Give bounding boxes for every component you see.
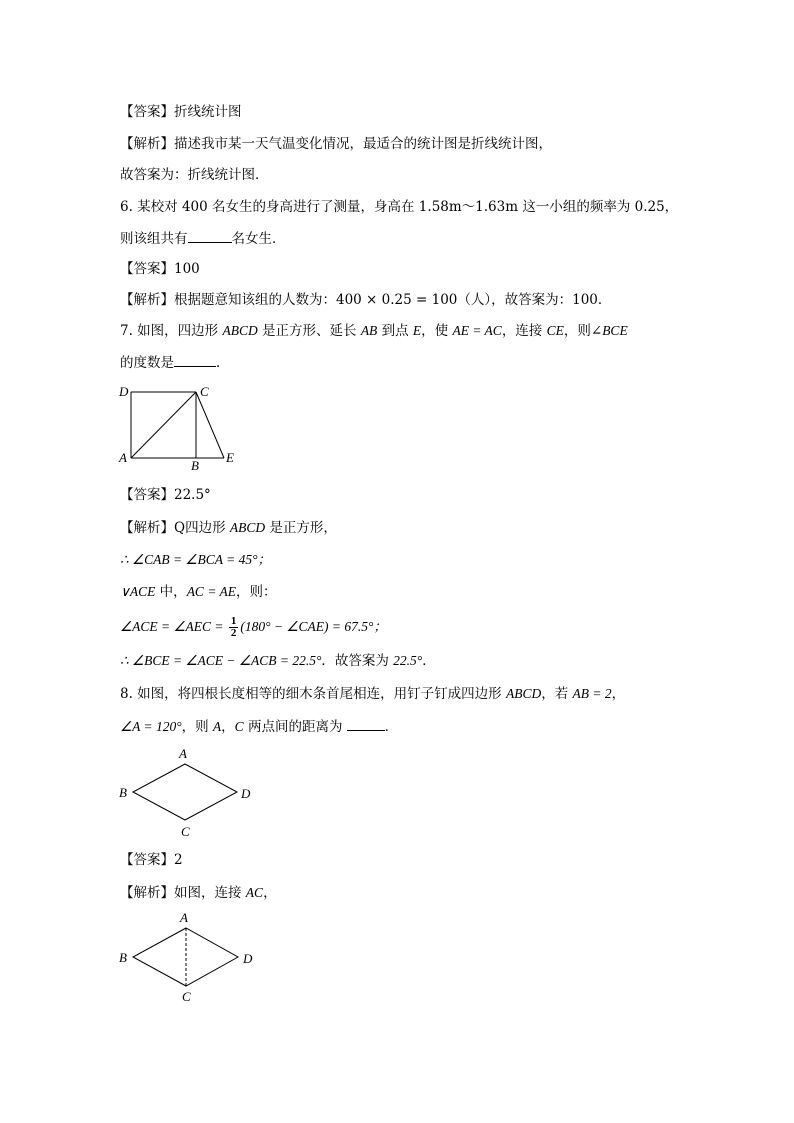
square-figure — [116, 380, 246, 475]
rhombus-figure — [115, 742, 265, 840]
label-D: D — [243, 951, 253, 966]
solution-7-line-2: ∴ ∠CAB = ∠BCA = 45°； — [120, 552, 272, 567]
label-D: D — [241, 786, 251, 801]
solution-7-line-5: ∴ ∠BCE = ∠ACE − ∠ACB = 22.5°．故答案为 22.5°． — [120, 653, 436, 669]
solution-7-line-4: ∠ACE = ∠AEC = $\frac{1}{2}$ (180° − ∠CAE) = 67.5°； — [120, 615, 387, 640]
label-B: B — [119, 950, 127, 965]
solution-7-line-3: ∨ACE 中，AC = AE，则： — [120, 584, 277, 600]
label-D: D — [119, 384, 129, 399]
label-E: E — [226, 450, 234, 465]
label-A: A — [119, 450, 127, 465]
question-6-line-2: 则该组共有 名女生． — [120, 228, 286, 249]
solution-line-5: 【解析】描述我市某一天气温变化情况，最适合的统计图是折线统计图， — [120, 136, 552, 152]
solution-conclusion-5: 故答案为：折线统计图． — [120, 167, 269, 183]
question-8-line-1: 8. 如图，将四根长度相等的细木条首尾相连，用钉子钉成四边形 ABCD，若 AB = 2， — [120, 686, 626, 702]
solution-8-line-1: 【解析】如图，连接 AC， — [120, 885, 277, 901]
answer-blank — [174, 352, 216, 367]
rhombus-figure-with-diagonal — [115, 906, 265, 1004]
answer-line-8: 【答案】2 — [120, 852, 183, 868]
label-A: A — [180, 910, 188, 925]
solution-line-6: 【解析】根据题意知该组的人数为：400 × 0.25 = 100（人），故答案为：100． — [120, 292, 612, 308]
question-7-line-1: 7. 如图，四边形 ABCD 是正方形、延长 AB 到点 E，使 AE = AC，连接 CE，则∠BCE — [120, 323, 628, 339]
label-B: B — [119, 785, 127, 800]
question-7-line-2: 的度数是 ． — [120, 352, 230, 373]
label-B: B — [191, 458, 199, 473]
answer-line-5: 【答案】折线统计图 — [120, 104, 242, 120]
solution-7-line-1: 【解析】Q四边形 ABCD 是正方形， — [120, 520, 337, 536]
label-C: C — [200, 384, 209, 399]
answer-blank — [188, 228, 232, 243]
answer-line-7: 【答案】22.5° — [120, 487, 211, 503]
label-C: C — [182, 989, 191, 1004]
fraction-one-half: $\frac{1}{2}$ — [230, 615, 237, 640]
question-6-line-1: 6. 某校对 400 名女生的身高进行了测量，身高在 1.58m～1.63m 这一小组的频率为 0.25， — [120, 199, 679, 215]
answer-blank — [347, 716, 385, 731]
answer-line-6: 【答案】100 — [120, 261, 200, 277]
label-A: A — [179, 746, 187, 761]
label-C: C — [181, 824, 190, 839]
question-8-line-2: ∠A = 120°，则 A，C 两点间的距离为 ． — [120, 716, 398, 737]
